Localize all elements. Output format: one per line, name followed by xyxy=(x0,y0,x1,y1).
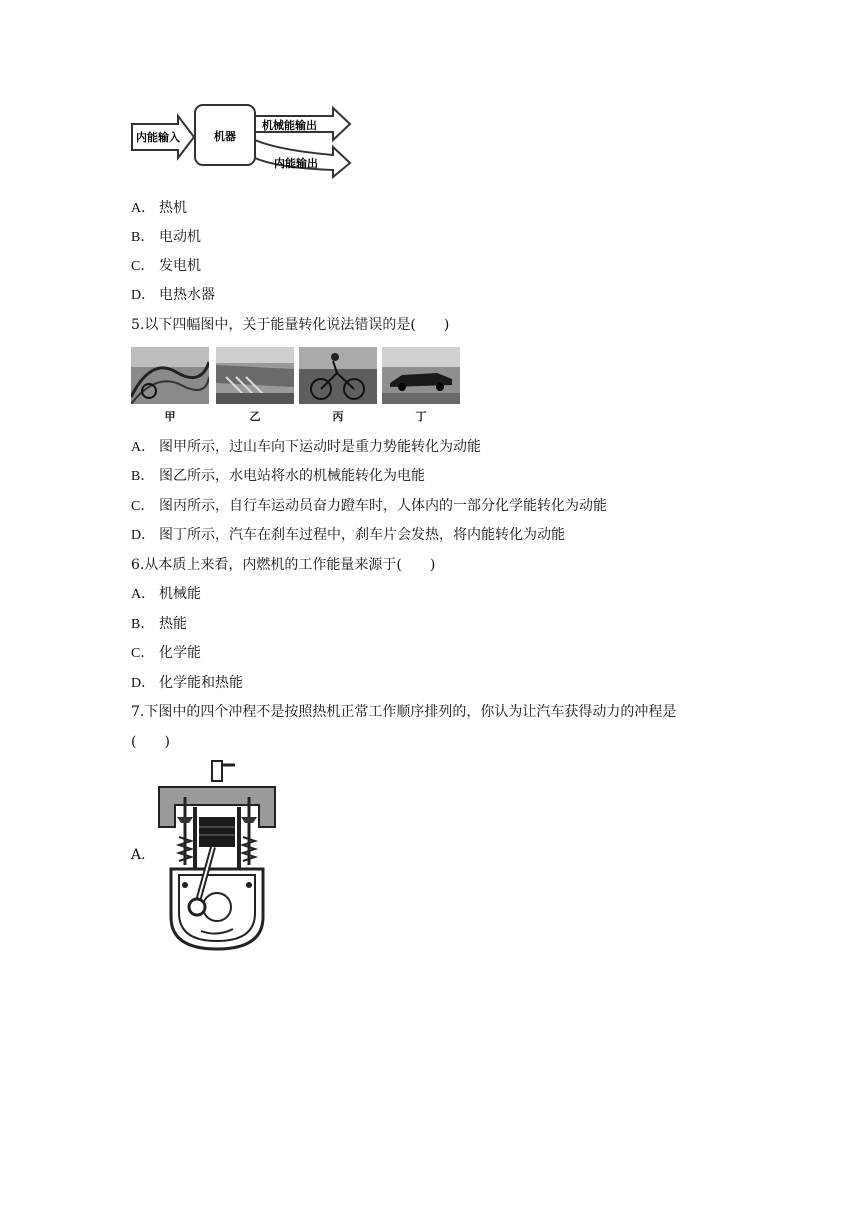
q6-option-c: C． 化学能 xyxy=(131,645,201,661)
photo-hydropower xyxy=(216,347,294,404)
photo-label-jia: 甲 xyxy=(164,410,176,423)
q7-stem-line1: 7.下图中的四个冲程不是按照热机正常工作顺序排列的，你认为让汽车获得动力的冲程是 xyxy=(131,704,677,720)
photo-label-bing: 丙 xyxy=(332,410,344,423)
q6-option-a: A． 机械能 xyxy=(131,586,201,602)
q5-option-c: C． 图丙所示，自行车运动员奋力蹬车时，人体内的一部分化学能转化为动能 xyxy=(131,498,607,514)
q5-option-d: D． 图丁所示，汽车在刹车过程中，刹车片会发热，将内能转化为动能 xyxy=(131,527,565,543)
photo-cyclist xyxy=(299,347,377,404)
q6-stem: 6.从本质上来看，内燃机的工作能量来源于( ) xyxy=(131,557,436,573)
q5-stem: 5.以下四幅图中，关于能量转化说法错误的是( ) xyxy=(131,317,450,333)
q4-option-b: B． 电动机 xyxy=(131,229,201,245)
q4-option-c: C． 发电机 xyxy=(131,258,201,274)
engine-stroke-diagram xyxy=(155,757,280,952)
output-mech-label: 机械能输出 xyxy=(262,119,317,132)
photo-roller-coaster xyxy=(131,347,209,404)
output-heat-label: 内能输出 xyxy=(274,157,318,170)
q6-option-d: D． 化学能和热能 xyxy=(131,675,243,691)
q7-stem-line2: ( ) xyxy=(131,734,170,750)
machine-label: 机器 xyxy=(214,130,236,143)
photo-label-yi: 乙 xyxy=(249,410,261,423)
q4-option-a: A． 热机 xyxy=(131,200,187,216)
energy-flow-diagram xyxy=(128,100,358,180)
q5-option-a: A． 图甲所示，过山车向下运动时是重力势能转化为动能 xyxy=(131,439,481,455)
q4-option-d: D． 电热水器 xyxy=(131,287,215,303)
q5-option-b: B． 图乙所示，水电站将水的机械能转化为电能 xyxy=(131,468,425,484)
q6-option-b: B． 热能 xyxy=(131,616,187,632)
photo-label-ding: 丁 xyxy=(415,410,427,423)
input-label: 内能输入 xyxy=(136,131,180,144)
q7-option-a-letter: A． xyxy=(131,847,156,863)
photo-race-car xyxy=(382,347,460,404)
